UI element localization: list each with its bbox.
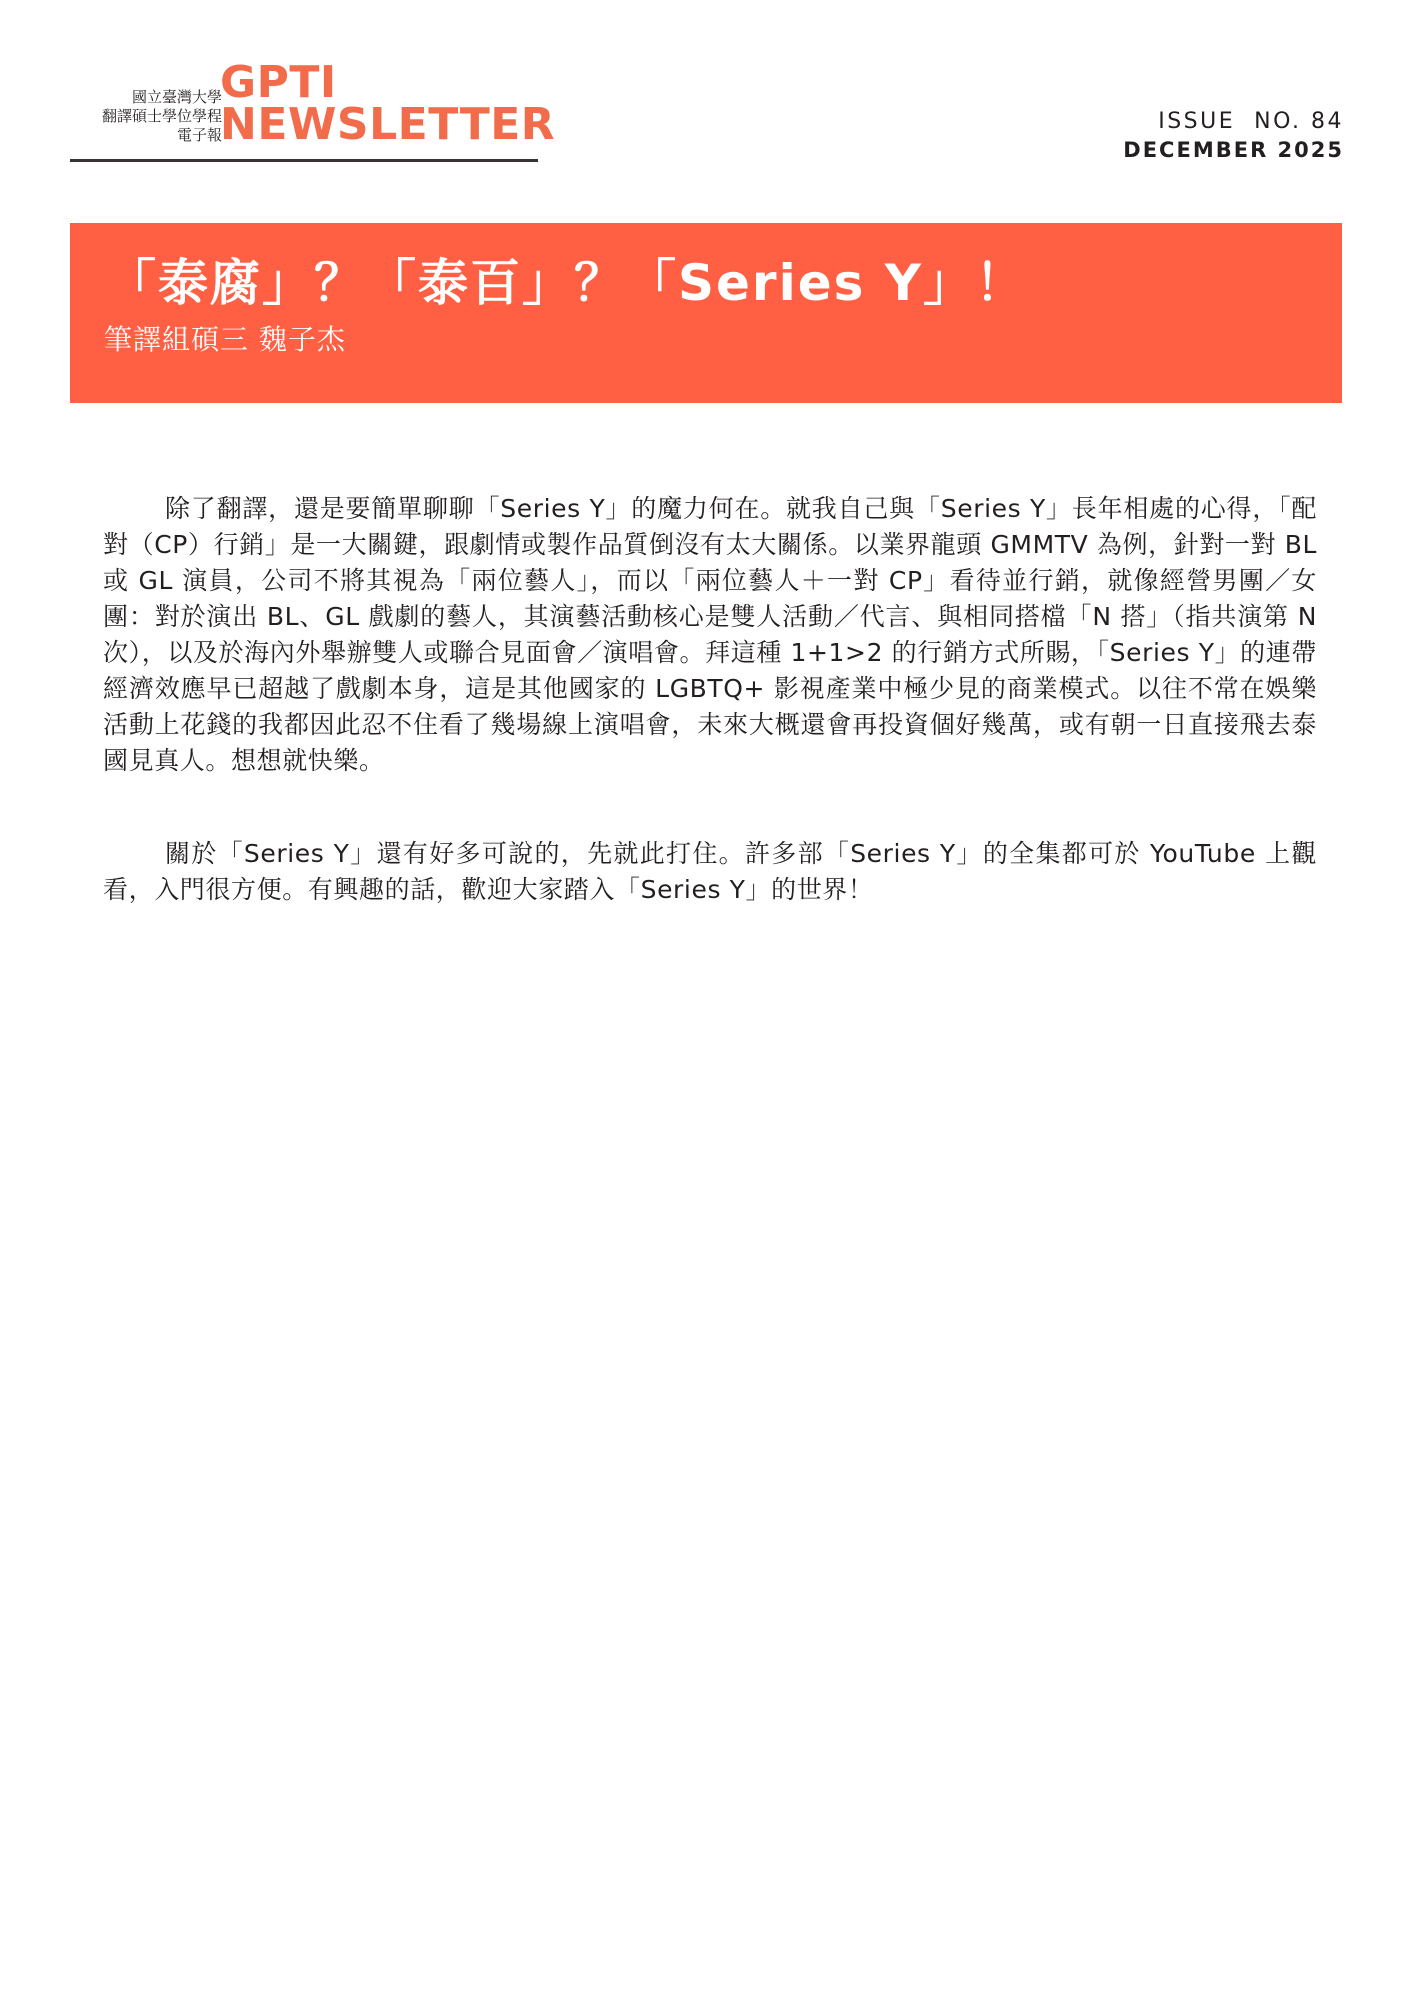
article-paragraph: 除了翻譯，還是要簡單聊聊「Series Y」的魔力何在。就我自己與「Series Y」長年相處的心得，「配對（CP）行銷」是一大關鍵，跟劇情或製作品質倒沒有太大關係。以業界龍頭 GMMTV 為例，針對一對 BL 或 GL 演員，公司不將其視為「兩位藝人」，而以「兩位藝人＋一對 CP」看待並行銷，就像經營男團／女團：對於演出 BL、GL 戲劇的藝人，其演藝活動核心是雙人活動／代言、與相同搭檔「N 搭」（指共演第 N 次），以及於海內外舉辦雙人或聯合見面會／演唱會。拜這種 1+1>2 的行銷方式所賜，「Series Y」的連帶經濟效應早已超越了戲劇本身，這是其他國家的 LGBTQ+ 影視產業中極少見的商業模式。以往不常在娛樂活動上花錢的我都因此忍不住看了幾場線上演唱會，未來大概還會再投資個好幾萬，或有朝一日直接飛去泰國見真人。想想就快樂。 [103, 494, 1317, 775]
masthead-rule [70, 159, 538, 162]
masthead [70, 57, 556, 162]
logo-line-gpti: GPTI [220, 57, 337, 108]
logo-line-newsletter: NEWSLETTER [220, 99, 556, 150]
title-banner [70, 223, 1342, 403]
school-name-line: 國立臺灣大學 [131, 88, 222, 106]
article-paragraph: 關於「Series Y」還有好多可說的，先就此打住。許多部「Series Y」的全集都可於 YouTube 上觀看，入門很方便。有興趣的話，歡迎大家踏入「Series Y」的世界！ [103, 839, 1317, 904]
newsletter-logo [220, 57, 556, 150]
issue-date: DECEMBER 2025 [1123, 138, 1344, 162]
article-title: 「泰腐」？「泰百」？「Series Y」！ [106, 254, 1028, 312]
publication-type-line: 電子報 [176, 126, 222, 144]
issue-info [1123, 108, 1344, 164]
article-author: 筆譯組碩三 魏子杰 [104, 323, 346, 356]
article-body [103, 491, 1317, 965]
school-name-block [102, 88, 222, 145]
issue-number: ISSUE NO. 84 [1158, 109, 1344, 134]
program-name-line: 翻譯碩士學位學程 [101, 107, 222, 125]
